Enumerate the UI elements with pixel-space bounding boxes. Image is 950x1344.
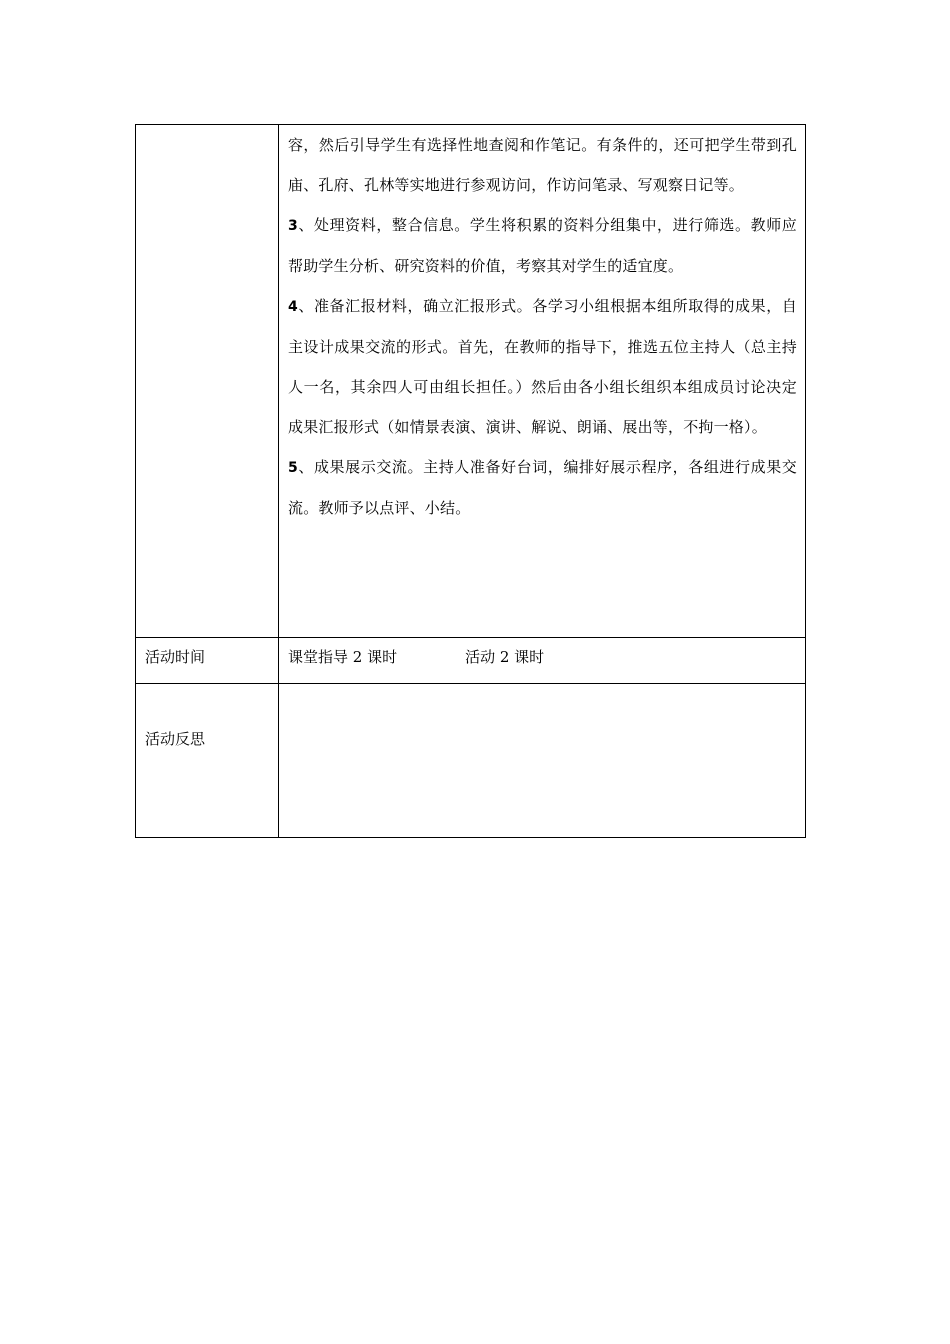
process-step-5 — [288, 447, 797, 528]
process-step-4 — [288, 286, 797, 447]
step-text: 、成果展示交流。主持人准备好台词，编排好展示程序，各组进行成果交流。教师予以点评、小结。 — [288, 458, 797, 517]
step-text: 、处理资料，整合信息。学生将积累的资料分组集中，进行筛选。教师应帮助学生分析、研究资料的价值，考察其对学生的适宜度。 — [288, 216, 797, 275]
step-text: 、准备汇报材料，确立汇报形式。各学习小组根据本组所取得的成果，自主设计成果交流的形式。首先，在教师的指导下，推选五位主持人（总主持人一名，其余四人可由组长担任。）然后由各小组长组织本组成员讨论决定成果汇报形式（如情景表演、演讲、解说、朗诵、展出等，不拘一格）。 — [288, 297, 797, 436]
step-number: 3 — [288, 218, 298, 234]
step-number: 5 — [288, 460, 298, 476]
activity-time-label-cell — [136, 638, 279, 684]
activity-reflection-content-cell — [279, 684, 806, 838]
process-content-cell — [279, 125, 806, 638]
paragraph-text: 容，然后引导学生有选择性地查阅和作笔记。有条件的，还可把学生带到孔庙、孔府、孔林等实地进行参观访问，作访问笔录、写观察日记等。 — [288, 136, 797, 194]
activity-reflection-label: 活动反思 — [145, 730, 206, 748]
activity-plan-table — [135, 124, 806, 838]
process-paragraph — [288, 125, 797, 205]
process-row — [136, 125, 806, 638]
activity-time-label: 活动时间 — [145, 648, 206, 666]
guidance-hours: 课堂指导 2 课时 — [288, 648, 398, 666]
activity-time-row — [136, 638, 806, 684]
activity-reflection-label-cell — [136, 684, 279, 838]
activity-hours: 活动 2 课时 — [465, 648, 545, 666]
process-label-cell — [136, 125, 279, 638]
activity-reflection-row — [136, 684, 806, 838]
process-step-3 — [288, 205, 797, 286]
activity-time-content-cell — [279, 638, 806, 684]
step-number: 4 — [288, 299, 298, 315]
